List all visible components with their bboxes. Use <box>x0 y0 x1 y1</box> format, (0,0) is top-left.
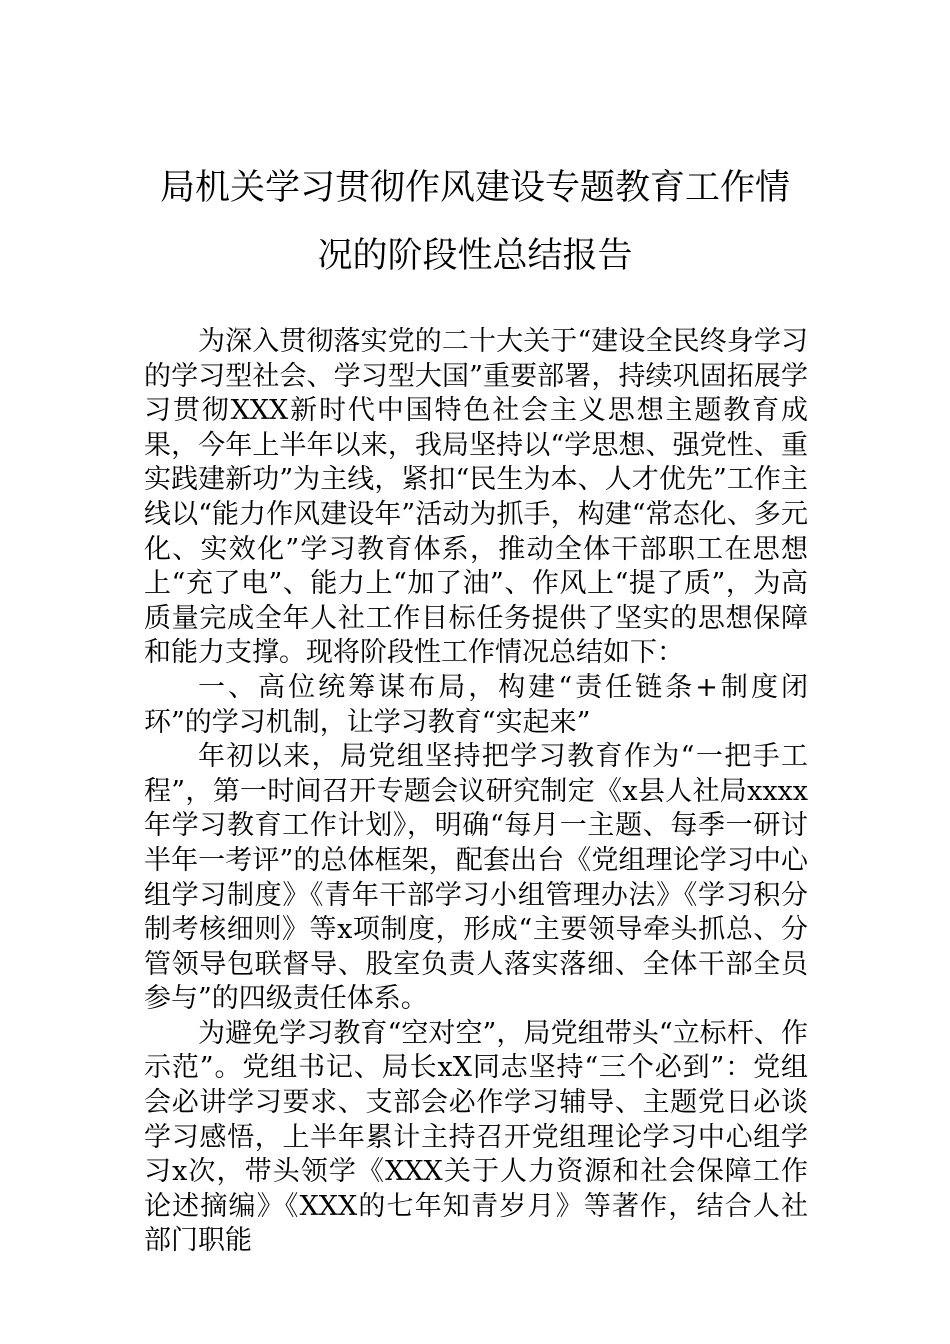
document-body <box>144 325 808 1259</box>
section-1-paragraph-2: 为避免学习教育“空对空”，局党组带头“立标杆、作示范”。党组书记、局长xX同志坚持“三个必到”：党组会必讲学习要求、支部会必作学习辅导、主题党日必谈学习感悟，上半年累计主持召开党组理论学习中心组学习x次，带头领学《XXX关于人力资源和社会保障工作论述摘编》《XXX的七年知青岁月》等著作，结合人社部门职能 <box>144 1017 808 1257</box>
document-title-line-1: 局机关学习贯彻作风建设专题教育工作情 <box>159 168 790 208</box>
intro-paragraph: 为深入贯彻落实党的二十大关于“建设全民终身学习的学习型社会、学习型大国”重要部署，持续巩固拓展学习贯彻XXX新时代中国特色社会主义思想主题教育成果，今年上半年以来，我局坚持以“学思想、强党性、重实践建新功”为主线，紧扣“民生为本、人才优先”工作主线以“能力作风建设年”活动为抓手，构建“常态化、多元化、实效化”学习教育体系，推动全体干部职工在思想上“充了电”、能力上“加了油”、作风上“提了质”，为高质量完成全年人社工作目标任务提供了坚实的思想保障和能力支撑。现将阶段性工作情况总结如下： <box>144 326 808 669</box>
section-1-paragraph-1: 年初以来，局党组坚持把学习教育作为“一把手工程”，第一时间召开专题会议研究制定《x县人社局xxxx年学习教育工作计划》，明确“每月一主题、每季一研讨半年一考评”的总体框架，配套出台《党组理论学习中心组学习制度》《青年干部学习小组管理办法》《学习积分制考核细则》等x项制度，形成“主要领导牵头抓总、分管领导包联督导、股室负责人落实落细、全体干部全员参与”的四级责任体系。 <box>144 741 808 1015</box>
section-heading-1: 一、高位统筹谋布局，构建“责任链条+制度闭环”的学习机制，让学习教育“实起来” <box>144 671 808 738</box>
document-title-line-2: 况的阶段性总结报告 <box>317 236 633 276</box>
